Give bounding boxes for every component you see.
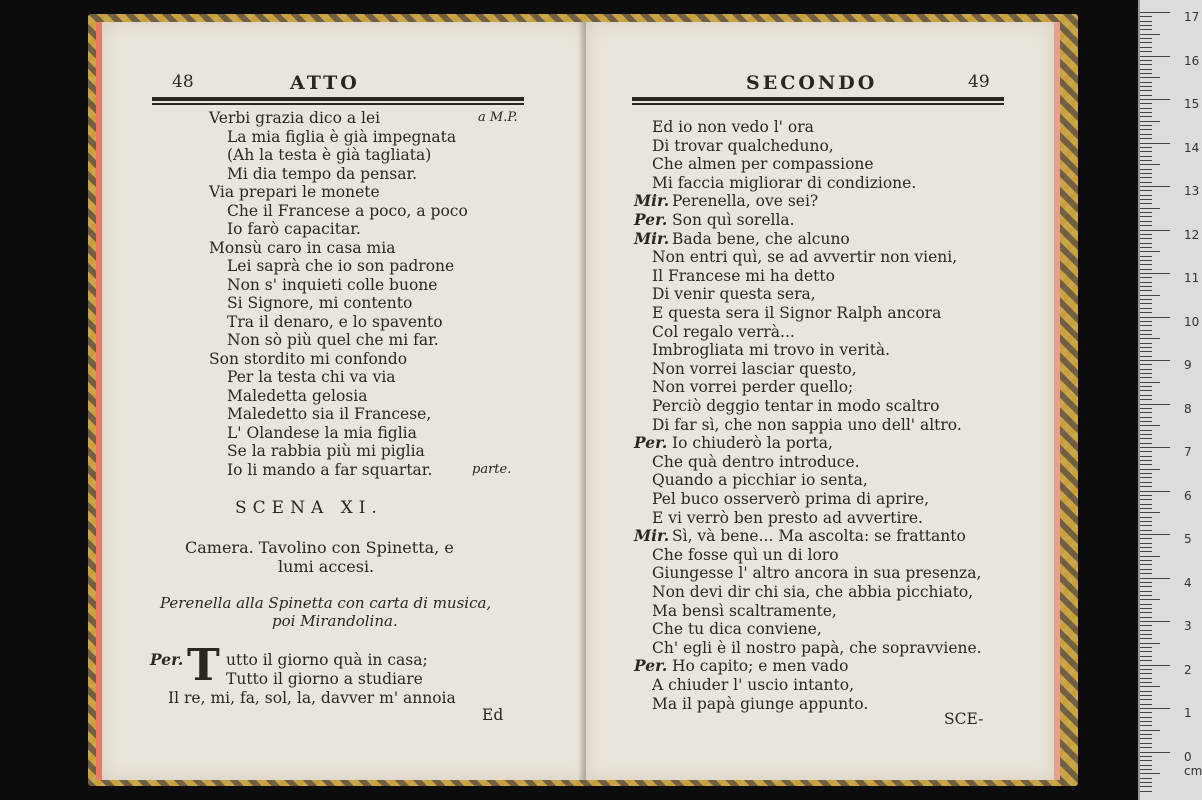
ruler-tick (1140, 634, 1152, 635)
ruler-tick (1140, 447, 1170, 448)
verse-line: Il re, mi, fa, sol, la, davver m' annoia (168, 689, 456, 707)
ruler-tick (1140, 21, 1152, 22)
ruler-label: 3 (1184, 619, 1192, 633)
ruler-tick (1140, 408, 1152, 409)
verse-line: Che almen per compassione (652, 155, 874, 174)
ruler-tick (1140, 460, 1152, 461)
ruler-tick (1140, 230, 1170, 231)
ruler-tick (1140, 752, 1170, 753)
ruler-label: 0 cm (1184, 749, 1202, 778)
ruler-tick (1140, 16, 1152, 17)
ruler-tick (1140, 177, 1152, 178)
ruler-tick (1140, 51, 1152, 52)
ruler-tick (1140, 86, 1152, 87)
ruler-tick (1140, 578, 1170, 579)
ruler-tick (1140, 464, 1152, 465)
right-catchword: SCE- (944, 710, 984, 728)
ruler-label: 12 (1184, 227, 1200, 242)
verse-line: Col regalo verrà... (652, 322, 795, 341)
ruler-tick (1140, 717, 1152, 718)
right-header-rule-thin (632, 103, 1004, 105)
ruler-tick (1140, 382, 1160, 383)
verse-line: Mi faccia migliorar di condizione. (652, 173, 917, 192)
ruler-tick (1140, 625, 1152, 626)
ruler-tick (1140, 34, 1160, 35)
verse-line: Perenella, ove sei? (672, 192, 819, 211)
ruler-label: 4 (1184, 575, 1192, 590)
ruler-tick (1140, 504, 1152, 505)
ruler-tick (1140, 617, 1152, 618)
ruler-tick (1140, 103, 1152, 104)
ruler-label: 2 (1184, 662, 1192, 677)
ruler-tick (1140, 351, 1152, 352)
ruler-tick (1140, 556, 1160, 557)
verse-line: Per la testa chi va via (227, 368, 396, 386)
ruler-tick (1140, 156, 1152, 157)
verse-line: Ch' egli è il nostro papà, che sopravviene. (652, 638, 982, 657)
ruler-tick (1140, 486, 1152, 487)
verse-line: Ma bensì scaltramente, (652, 601, 837, 620)
left-running-head: ATTO (290, 72, 360, 94)
ruler-tick (1140, 369, 1152, 370)
ruler-tick (1140, 221, 1152, 222)
ruler-tick (1140, 473, 1152, 474)
verse-line: Son stordito mi confondo (209, 349, 408, 368)
right-header-rule (632, 97, 1004, 101)
right-running-head: SECONDO (746, 72, 878, 94)
ruler-tick (1140, 434, 1152, 435)
ruler-tick (1140, 247, 1152, 248)
verse-line: Maledetto sia il Francese, (227, 405, 432, 423)
ruler-tick (1140, 277, 1152, 278)
verse-line: Che tu dica conviene, (652, 620, 822, 639)
ruler-label: 8 (1184, 401, 1192, 416)
ruler-tick (1140, 347, 1152, 348)
verse-line: Si Signore, mi contento (227, 294, 413, 312)
verse-line: Io farò capacitar. (227, 220, 361, 238)
verse-line: Non entri quì, se ad avvertir non vieni, (652, 248, 958, 267)
ruler-tick (1140, 212, 1152, 213)
ruler-tick (1140, 682, 1152, 683)
ruler-tick (1140, 534, 1170, 535)
ruler-tick (1140, 738, 1152, 739)
ruler-tick (1140, 160, 1152, 161)
ruler-label: 10 (1184, 314, 1200, 329)
ruler-tick (1140, 82, 1152, 83)
verse-line: Che fosse quì un di loro (652, 545, 839, 564)
ruler-tick (1140, 169, 1152, 170)
ruler-tick (1140, 343, 1152, 344)
verse-line: Non s' inquieti colle buone (227, 275, 438, 294)
ruler-tick (1140, 560, 1152, 561)
ruler-tick (1140, 29, 1152, 30)
ruler-tick (1140, 543, 1152, 544)
ruler-tick (1140, 708, 1170, 709)
verse-line: Di venir questa sera, (652, 285, 816, 304)
ruler-tick (1140, 373, 1152, 374)
ruler-tick (1140, 138, 1152, 139)
ruler-tick (1140, 443, 1152, 444)
ruler-tick (1140, 334, 1152, 335)
ruler-label: 11 (1184, 271, 1200, 285)
ruler-tick (1140, 216, 1152, 217)
ruler-tick (1140, 517, 1152, 518)
verse-line: Mi dia tempo da pensar. (227, 164, 418, 183)
ruler-tick (1140, 791, 1152, 792)
ruler-tick (1140, 264, 1152, 265)
ruler-tick (1140, 73, 1152, 74)
ruler-tick (1140, 299, 1152, 300)
ruler-tick (1140, 712, 1152, 713)
verse-line: Sì, và bene... Ma ascolta: se frattanto (672, 527, 966, 546)
verse-line: Di trovar qualcheduno, (652, 136, 834, 155)
ruler-tick (1140, 290, 1152, 291)
ruler-tick (1140, 778, 1152, 779)
verse-line: Imbrogliata mi trovo in verità. (652, 341, 891, 360)
left-catchword: Ed (482, 706, 504, 724)
ruler-tick (1140, 604, 1152, 605)
ruler-tick (1140, 143, 1170, 144)
ruler-tick (1140, 760, 1152, 761)
ruler-tick (1140, 673, 1152, 674)
measuring-ruler (1138, 0, 1202, 800)
ruler-tick (1140, 77, 1160, 78)
ruler-tick (1140, 404, 1170, 405)
verse-line: Son quì sorella. (672, 211, 795, 229)
ruler-label: 15 (1184, 97, 1200, 111)
ruler-tick (1140, 95, 1152, 96)
ruler-tick (1140, 321, 1152, 322)
ruler-tick (1140, 186, 1170, 187)
verse-line: Di far sì, che non sappia uno dell' altro. (652, 415, 962, 434)
ruler-tick (1140, 330, 1152, 331)
ruler-tick (1140, 686, 1160, 687)
ruler-tick (1140, 395, 1152, 396)
ruler-tick (1140, 525, 1152, 526)
speaker-label: Per. (634, 433, 668, 453)
ruler-tick (1140, 438, 1152, 439)
ruler-tick (1140, 665, 1170, 666)
ruler-tick (1140, 377, 1152, 378)
verse-line: L' Olandese la mia figlia (227, 423, 417, 442)
stage-aside: a M.P. (478, 110, 518, 125)
verse-line: Tra il denaro, e lo spavento (227, 312, 443, 331)
verse-line: Che il Francese a poco, a poco (227, 201, 468, 220)
ruler-tick (1140, 251, 1160, 252)
ruler-tick (1140, 512, 1160, 513)
ruler-tick (1140, 225, 1152, 226)
ruler-tick (1140, 569, 1152, 570)
ruler-tick (1140, 638, 1152, 639)
stage-direction-italic-2: poi Mirandolina. (272, 612, 398, 630)
ruler-tick (1140, 608, 1152, 609)
ruler-tick (1140, 116, 1152, 117)
speaker-label: Mir. (634, 228, 670, 248)
ruler-tick (1140, 282, 1152, 283)
left-header-rule (152, 97, 524, 101)
ruler-label: 6 (1184, 488, 1192, 503)
ruler-tick (1140, 743, 1152, 744)
speaker-label: Per. (150, 650, 184, 669)
ruler-tick (1140, 730, 1160, 731)
ruler-tick (1140, 286, 1152, 287)
ruler-tick (1140, 64, 1152, 65)
ruler-tick (1140, 295, 1160, 296)
verse-line: Bada bene, che alcuno (672, 229, 850, 248)
verse-line: E vi verrò ben presto ad avvertire. (652, 508, 923, 527)
ruler-tick (1140, 164, 1160, 165)
ruler-label: 1 (1184, 706, 1192, 720)
ruler-tick (1140, 643, 1160, 644)
verse-line: Il Francese mi ha detto (652, 266, 835, 285)
ruler-tick (1140, 721, 1152, 722)
ruler-tick (1140, 786, 1152, 787)
ruler-tick (1140, 273, 1170, 274)
ruler-label: 7 (1184, 445, 1192, 459)
ruler-label: 13 (1184, 184, 1200, 198)
ruler-tick (1140, 243, 1152, 244)
ruler-tick (1140, 765, 1152, 766)
ruler-tick (1140, 151, 1152, 152)
ruler-label: 9 (1184, 358, 1192, 372)
ruler-tick (1140, 551, 1152, 552)
ruler-tick (1140, 303, 1152, 304)
verse-line: E questa sera il Signor Ralph ancora (652, 304, 942, 322)
ruler-tick (1140, 260, 1152, 261)
ruler-tick (1140, 412, 1152, 413)
ruler-tick (1140, 356, 1152, 357)
ruler-tick (1140, 547, 1152, 548)
verse-line: Pel buco osserverò prima di aprire, (652, 490, 930, 508)
ruler-tick (1140, 508, 1152, 509)
speaker-label: Per. (634, 210, 668, 229)
ruler-tick (1140, 317, 1170, 318)
ruler-tick (1140, 756, 1152, 757)
ruler-tick (1140, 704, 1152, 705)
ruler-tick (1140, 182, 1152, 183)
ruler-tick (1140, 360, 1170, 361)
ruler-tick (1140, 47, 1152, 48)
ruler-tick (1140, 734, 1152, 735)
ruler-tick (1140, 25, 1152, 26)
verse-line: Monsù caro in casa mia (209, 238, 396, 257)
ruler-tick (1140, 134, 1152, 135)
ruler-tick (1140, 499, 1152, 500)
ruler-tick (1140, 112, 1152, 113)
ruler-tick (1140, 390, 1152, 391)
ruler-tick (1140, 417, 1152, 418)
ruler-tick (1140, 591, 1152, 592)
ruler-tick (1140, 99, 1170, 100)
speaker-label: Mir. (634, 191, 670, 211)
ruler-tick (1140, 477, 1152, 478)
verse-line: Lei saprà che io son padrone (227, 257, 455, 275)
ruler-tick (1140, 338, 1160, 339)
ruler-tick (1140, 42, 1152, 43)
ruler-tick (1140, 195, 1152, 196)
ruler-tick (1140, 564, 1152, 565)
ruler-tick (1140, 325, 1152, 326)
ruler-tick (1140, 630, 1152, 631)
ruler-tick (1140, 173, 1152, 174)
ruler-tick (1140, 308, 1152, 309)
stage-aside: parte. (472, 461, 512, 477)
verse-line: Ed io non vedo l' ora (652, 118, 814, 136)
ruler-tick (1140, 669, 1152, 670)
ruler-tick (1140, 656, 1152, 657)
stage-direction-line-2: lumi accesi. (278, 557, 375, 576)
ruler-tick (1140, 773, 1160, 774)
ruler-tick (1140, 695, 1152, 696)
ruler-tick (1140, 595, 1152, 596)
ruler-tick (1140, 60, 1152, 61)
ruler-tick (1140, 599, 1160, 600)
ruler-tick (1140, 256, 1152, 257)
verse-line: Maledetta gelosia (227, 386, 368, 405)
ruler-tick (1140, 234, 1152, 235)
verse-line: Non vorrei perder quello; (652, 378, 854, 397)
ruler-tick (1140, 38, 1152, 39)
verse-line: Non sò più quel che mi far. (227, 331, 439, 349)
ruler-tick (1140, 725, 1152, 726)
ruler-tick (1140, 269, 1152, 270)
verse-line: Quando a picchiar io senta, (652, 471, 868, 490)
ruler-tick (1140, 364, 1152, 365)
ruler-tick (1140, 90, 1152, 91)
ruler-tick (1140, 386, 1152, 387)
ruler-tick (1140, 421, 1152, 422)
ruler-tick (1140, 538, 1152, 539)
ruler-label: 14 (1184, 140, 1200, 155)
speaker-label: Mir. (634, 526, 670, 546)
verse-line: A chiuder l' uscio intanto, (652, 676, 855, 694)
ruler-tick (1140, 678, 1152, 679)
ruler-tick (1140, 125, 1152, 126)
verse-line: La mia figlia è già impegnata (227, 127, 457, 146)
drop-cap: T (187, 640, 220, 691)
verse-line: Verbi grazia dico a lei (209, 109, 381, 127)
ruler-tick (1140, 491, 1170, 492)
verse-line: Perciò deggio tentar in modo scaltro (652, 397, 940, 415)
verse-line: Ma il papà giunge appunto. (652, 694, 869, 713)
ruler-tick (1140, 121, 1160, 122)
ruler-tick (1140, 660, 1152, 661)
ruler-tick (1140, 430, 1152, 431)
verse-line: Io li mando a far squartar. (227, 460, 433, 479)
ruler-tick (1140, 647, 1152, 648)
verse-line: Non vorrei lasciar questo, (652, 359, 857, 378)
ruler-tick (1140, 521, 1152, 522)
ruler-tick (1140, 56, 1170, 57)
ruler-tick (1140, 699, 1152, 700)
ruler-tick (1140, 495, 1152, 496)
ruler-tick (1140, 238, 1152, 239)
ruler-label: 16 (1184, 53, 1200, 68)
ruler-tick (1140, 621, 1170, 622)
ruler-tick (1140, 582, 1152, 583)
verse-line: (Ah la testa è già tagliata) (227, 146, 432, 164)
stage-direction-italic-1: Perenella alla Spinetta con carta di musica, (160, 594, 492, 612)
ruler-tick (1140, 456, 1152, 457)
verse-line: Che quà dentro introduce. (652, 452, 860, 471)
left-page-number: 48 (172, 72, 194, 92)
ruler-tick (1140, 586, 1152, 587)
ruler-tick (1140, 190, 1152, 191)
ruler-tick (1140, 12, 1170, 13)
ruler-tick (1140, 530, 1152, 531)
ruler-tick (1140, 108, 1152, 109)
verse-line: Via prepari le monete (209, 183, 380, 201)
ruler-label: 5 (1184, 532, 1192, 546)
left-header-rule-thin (152, 103, 524, 105)
ruler-tick (1140, 782, 1152, 783)
ruler-tick (1140, 199, 1152, 200)
speaker-label: Per. (634, 656, 668, 676)
verse-line: utto il giorno quà in casa; (226, 651, 428, 669)
scene-heading: SCENA XI. (235, 498, 383, 518)
ruler-tick (1140, 691, 1152, 692)
ruler-tick (1140, 129, 1152, 130)
stage-direction-line-1: Camera. Tavolino con Spinetta, e (185, 538, 454, 557)
verse-line: Non devi dir chi sia, che abbia picchiato, (652, 583, 974, 601)
ruler-tick (1140, 651, 1152, 652)
ruler-tick (1140, 208, 1160, 209)
ruler-tick (1140, 69, 1152, 70)
ruler-tick (1140, 747, 1152, 748)
ruler-tick (1140, 769, 1152, 770)
verse-line: Ho capito; e men vado (672, 657, 849, 676)
ruler-label: 17 (1184, 10, 1200, 24)
ruler-tick (1140, 147, 1152, 148)
verse-line: Io chiuderò la porta, (672, 434, 833, 453)
verse-line: Tutto il giorno a studiare (226, 670, 423, 688)
ruler-tick (1140, 469, 1160, 470)
ruler-tick (1140, 573, 1152, 574)
ruler-tick (1140, 482, 1152, 483)
ruler-tick (1140, 399, 1152, 400)
verse-line: Se la rabbia più mi piglia (227, 442, 425, 460)
ruler-tick (1140, 203, 1152, 204)
ruler-tick (1140, 451, 1152, 452)
verse-line: Giungesse l' altro ancora in sua presenza, (652, 564, 982, 583)
ruler-tick (1140, 612, 1152, 613)
ruler-tick (1140, 425, 1160, 426)
ruler-tick (1140, 312, 1152, 313)
right-page-number: 49 (968, 72, 990, 92)
